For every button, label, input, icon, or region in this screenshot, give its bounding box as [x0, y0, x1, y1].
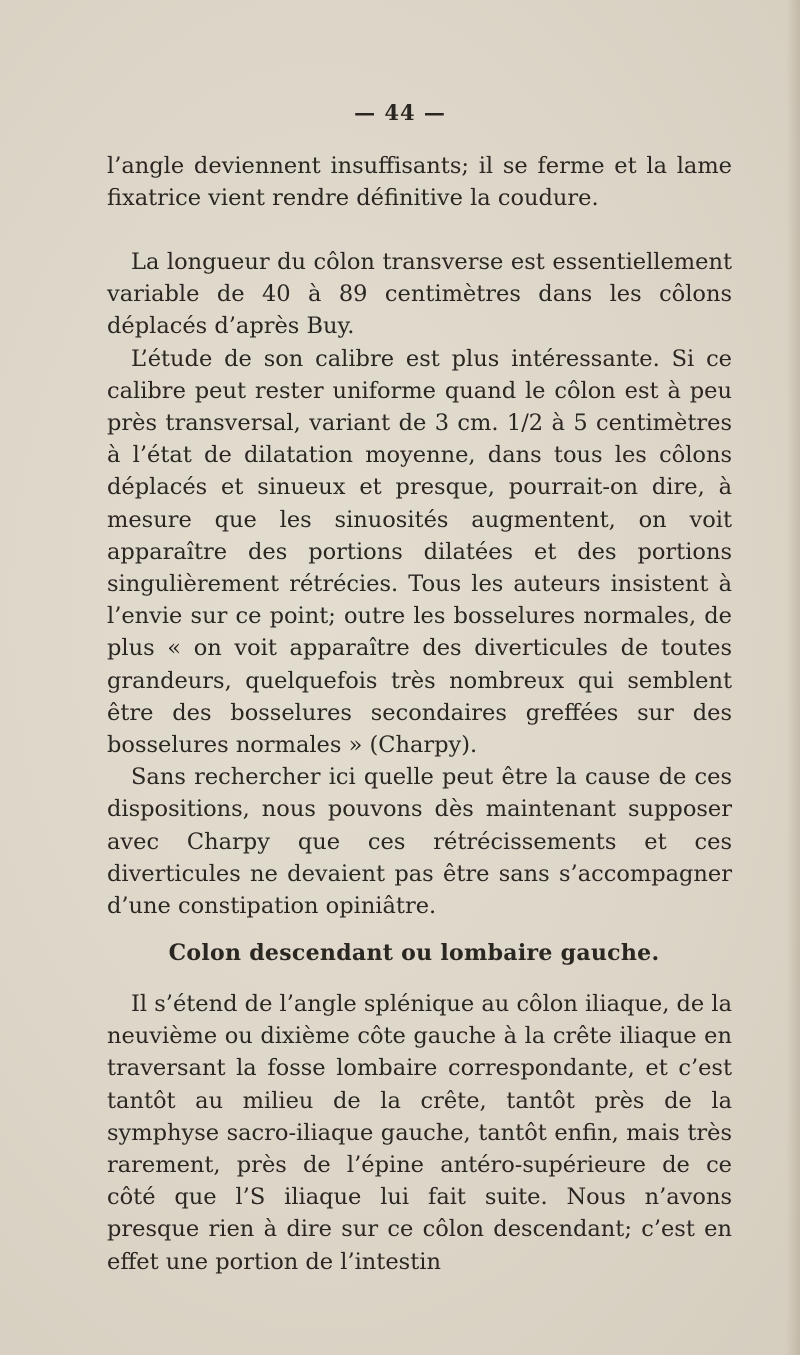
paragraph-1: l’angle deviennent insuffisants; il se ferme et la lame fixatrice vient rendre définitive la coudure. [107, 153, 732, 212]
text-block-bottom [107, 988, 732, 1278]
paragraph-3: L’étude de son calibre est plus intéressante. Si ce calibre peut rester uniforme quand le côlon est à peu près transversal, variant de 3 cm. 1/2 à 5 centimètres à l’état de dilatation moyenne, dans tous les côlons déplacés et sinueux et presque, pourrait-on dire, à mesure que les sinuosités augmentent, on voit apparaître des portions dilatées et des portions singulièrement rétrécies. Tous les auteurs insistent à l’envie sur ce point; outre les bosselures normales, de plus « on voit apparaître des diverticules de toutes grandeurs, quelquefois très nombreux qui semblent être des bosselures secondaires greffées sur des bosselures normales » (Charpy). [107, 345, 732, 759]
section-heading [0, 940, 800, 966]
text-block-top [107, 150, 732, 214]
page-number: — 44 — [354, 100, 446, 125]
page-edge-shadow [786, 0, 800, 1355]
paragraph-5: Il s’étend de l’angle splénique au côlon iliaque, de la neuvième ou dixième côte gauche à la crête iliaque en traversant la fosse lombaire correspondante, et c’est tantôt au milieu de la crête, tantôt près de la symphyse sacro-iliaque gauche, tantôt enfin, mais très rarement, près de l’épine antéro-supérieure de ce côté que l’S iliaque lui fait suite. Nous n’avons presque rien à dire sur ce côlon descendant; c’est en effet une portion de l’intestin [107, 991, 732, 1275]
section-heading-text: Colon descendant ou lombaire gauche. [168, 940, 660, 966]
paragraph-2: La longueur du côlon transverse est essentiellement variable de 40 à 89 centimètres dans les côlons déplacés d’après Buy. [107, 249, 732, 340]
text-block-main [107, 246, 732, 922]
paragraph-4: Sans rechercher ici quelle peut être la cause de ces dispositions, nous pouvons dès maintenant supposer avec Charpy que ces rétrécissements et ces diverticules ne devaient pas être sans s’accompagner d’une constipation opiniâtre. [107, 764, 732, 920]
